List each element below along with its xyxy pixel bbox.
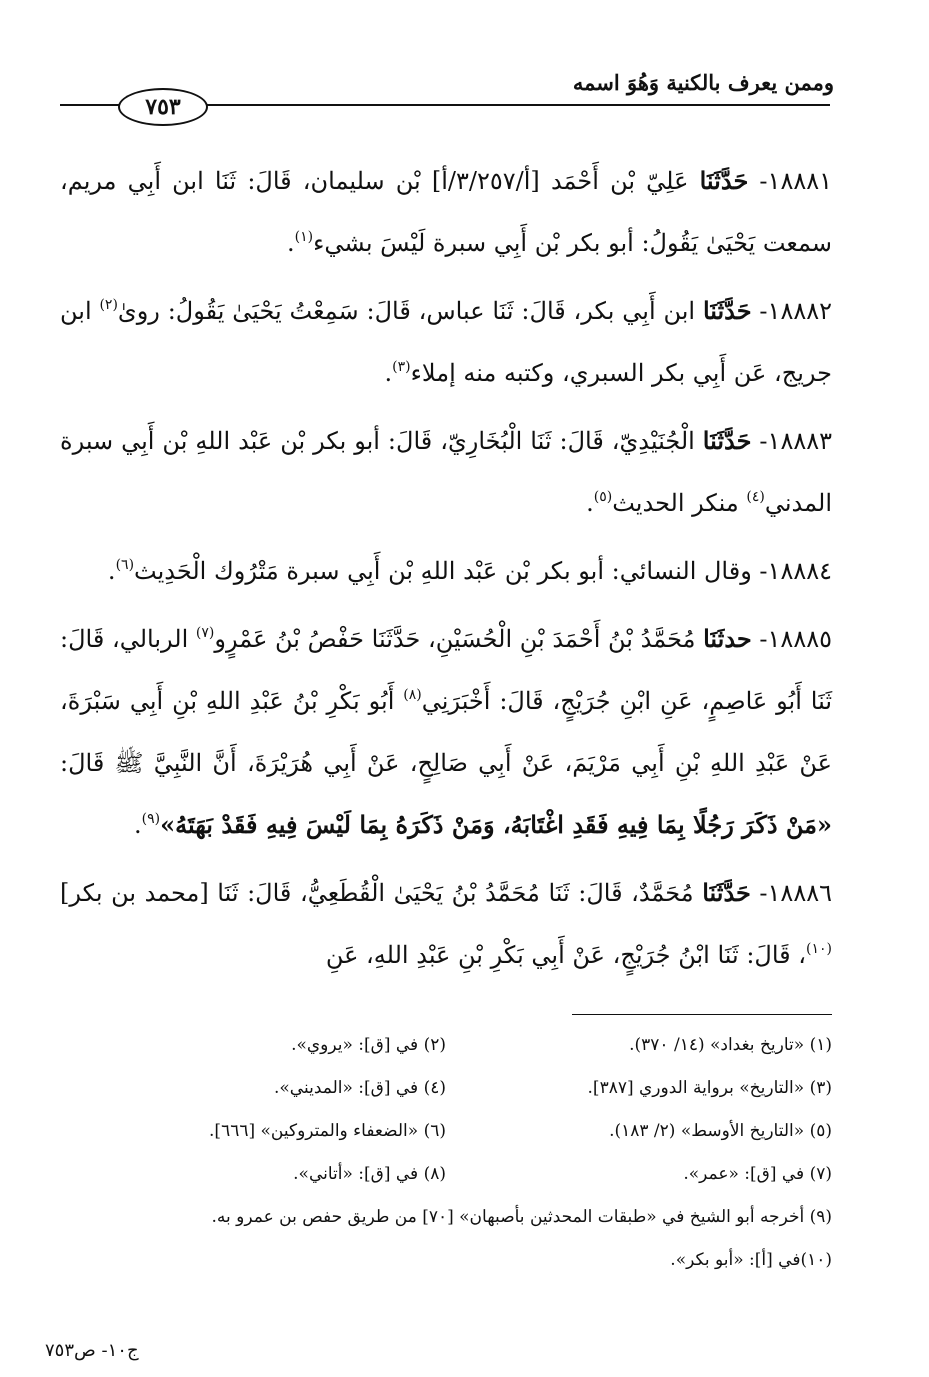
- footnote-row: [60, 1067, 832, 1110]
- paragraph-text: .: [586, 489, 594, 517]
- hadith-paragraph: [60, 280, 832, 404]
- footnote-entry: (٨) في [ق]: «أتاني».: [293, 1164, 446, 1184]
- paragraph-text: .: [384, 359, 393, 387]
- page-number-oval: [118, 88, 208, 126]
- paragraph-text: وقال النسائي: أبو بكر بْن عَبْد اللهِ بْن أَبِي سبرة مَتْرُوك الْحَدِيث: [134, 557, 752, 585]
- paragraph-text: مُحَمَّدٌ، قَالَ: ثَنَا مُحَمَّدُ بْنُ يَحْيَىٰ الْقُطَعِيُّ، قَالَ: ثَنَا [محمد بن بكر]: [60, 879, 703, 907]
- footnote-entry: (٢) في [ق]: «يروي».: [291, 1035, 446, 1055]
- footnote-marker: (١٠): [806, 941, 832, 957]
- footnote-entry: (٣) «التاريخ» برواية الدوري [٣٨٧].: [587, 1078, 832, 1098]
- footnote-row: [60, 1024, 832, 1067]
- paragraph-number: ١٨٨٨٤-: [751, 557, 832, 585]
- footnote-marker: (٥): [593, 489, 613, 505]
- paragraph-text: عَلِيّ بْن أَحْمَد [أ/٣/٢٥٧/أ] بْن سليمان، قَالَ: ثَنَا ابن أَبِي مريم، سمعت يَحْيَىٰ يَقُولُ: أبو بكر بْن أَبِي سبرة لَيْسَ بشيء: [60, 167, 832, 257]
- footnote-marker: (٢): [99, 297, 118, 313]
- paragraph-text: أَبُو بَكْرِ بْنُ عَبْدِ اللهِ بْنِ أَبِي سَبْرَةَ، عَنْ عَبْدِ اللهِ بْنِ أَبِي مَرْيَمَ، عَنْ أَبِي صَالِحٍ، عَنْ أَبِي هُرَيْرَةَ، أَنَّ النَّبِيَّ ﷺ قَالَ:: [60, 687, 832, 777]
- footnote-entry: (٧) في [ق]: «عمر».: [683, 1164, 832, 1184]
- transmission-keyword: حَدَّثَنَا: [699, 166, 749, 195]
- paragraph-number: ١٨٨٨١-: [748, 167, 832, 195]
- volume-page-label: ج١٠- ص٧٥٣: [45, 1340, 139, 1361]
- paragraph-number: ١٨٨٨٦-: [750, 879, 832, 907]
- paragraph-text: الربالي، قَالَ: ثَنَا أَبُو عَاصِمٍ، عَنِ ابْنِ جُرَيْجٍ، قَالَ: أَخْبَرَنِي: [60, 625, 833, 715]
- footnote-entry: (١٠)في [أ]: «أبو بكر».: [670, 1250, 832, 1270]
- hadith-paragraph: [60, 862, 832, 986]
- footnote-marker: (٨): [403, 687, 422, 703]
- footnote-row: [60, 1110, 832, 1153]
- transmission-keyword: حَدَّثَنَا: [702, 878, 751, 907]
- hadith-paragraph: [60, 608, 832, 856]
- main-text: [60, 150, 832, 992]
- hadith-text: «مَنْ ذَكَرَ رَجُلًا بِمَا فِيهِ فَقَدِ اغْتَابَهُ، وَمَنْ ذَكَرَهُ بِمَا لَيْسَ فِيهِ فَقَدْ بَهَتَهُ»: [160, 810, 832, 839]
- footnote-marker: (٩): [141, 811, 161, 827]
- paragraph-text: ، قَالَ: ثَنَا ابْنُ جُرَيْجٍ، عَنْ أَبِي بَكْرِ بْنِ عَبْدِ اللهِ، عَنِ: [325, 941, 807, 969]
- paragraph-text: منكر الحديث: [612, 489, 747, 517]
- paragraph-number: ١٨٨٨٢-: [751, 297, 832, 325]
- paragraph-text: .: [107, 557, 116, 585]
- footnote-marker: (٣): [392, 359, 411, 375]
- paragraph-text: ابن أَبِي بكر، قَالَ: ثَنَا عباس، قَالَ: سَمِعْتُ يَحْيَىٰ يَقُولُ: روىٰ: [117, 297, 703, 325]
- footnote-entry: (٥) «التاريخ الأوسط» (٢/ ١٨٣).: [609, 1121, 832, 1141]
- footnote-entry: (١) «تاريخ بغداد» (١٤/ ٣٧٠).: [629, 1035, 832, 1055]
- paragraph-text: .: [287, 229, 295, 257]
- page-number: ٧٥٣: [145, 94, 181, 120]
- paragraph-text: .: [134, 811, 142, 839]
- transmission-keyword: حَدَّثَنَا: [702, 296, 752, 325]
- hadith-paragraph: [60, 410, 832, 534]
- transmission-keyword: حدثَنَا: [703, 624, 752, 653]
- paragraph-number: ١٨٨٨٥-: [751, 625, 832, 653]
- running-title: وممن يعرف بالكنية وَهُوَ اسمه: [572, 70, 834, 95]
- footnote-entry: (٦) «الضعفاء والمتروكين» [٦٦٦].: [209, 1121, 446, 1141]
- footnote-marker: (٦): [115, 557, 135, 573]
- footnote-entry: (٤) في [ق]: «المديني».: [274, 1078, 446, 1098]
- paragraph-text: مُحَمَّدُ بْنُ أَحْمَدَ بْنِ الْحُسَيْنِ، حَدَّثَنَا حَفْصُ بْنُ عَمْرٍو: [214, 625, 704, 653]
- footnote-marker: (٧): [195, 625, 215, 641]
- hadith-paragraph: [60, 540, 832, 602]
- paragraph-text: الْجُنَيْدِيّ، قَالَ: ثَنَا الْبُخَارِيّ، قَالَ: أبو بكر بْن عَبْد اللهِ بْن أَبِي سبرة المدني: [60, 427, 832, 517]
- paragraph-number: ١٨٨٨٣-: [751, 427, 832, 455]
- footnote-marker: (٤): [746, 489, 765, 505]
- footnote-marker: (١): [294, 229, 314, 245]
- hadith-paragraph: [60, 150, 832, 274]
- footnote-row: [60, 1153, 832, 1196]
- footnotes: [60, 1024, 832, 1282]
- footnote-entry: (٩) أخرجه أبو الشيخ في «طبقات المحدثين بأصبهان» [٧٠] من طريق حفص بن عمرو به.: [211, 1207, 832, 1227]
- footnote-rule: [572, 1014, 832, 1015]
- transmission-keyword: حَدَّثَنَا: [702, 426, 752, 455]
- paragraph-text: ابن جريج، عَن أَبِي بكر السبري، وكتبه منه إملاء: [60, 297, 832, 387]
